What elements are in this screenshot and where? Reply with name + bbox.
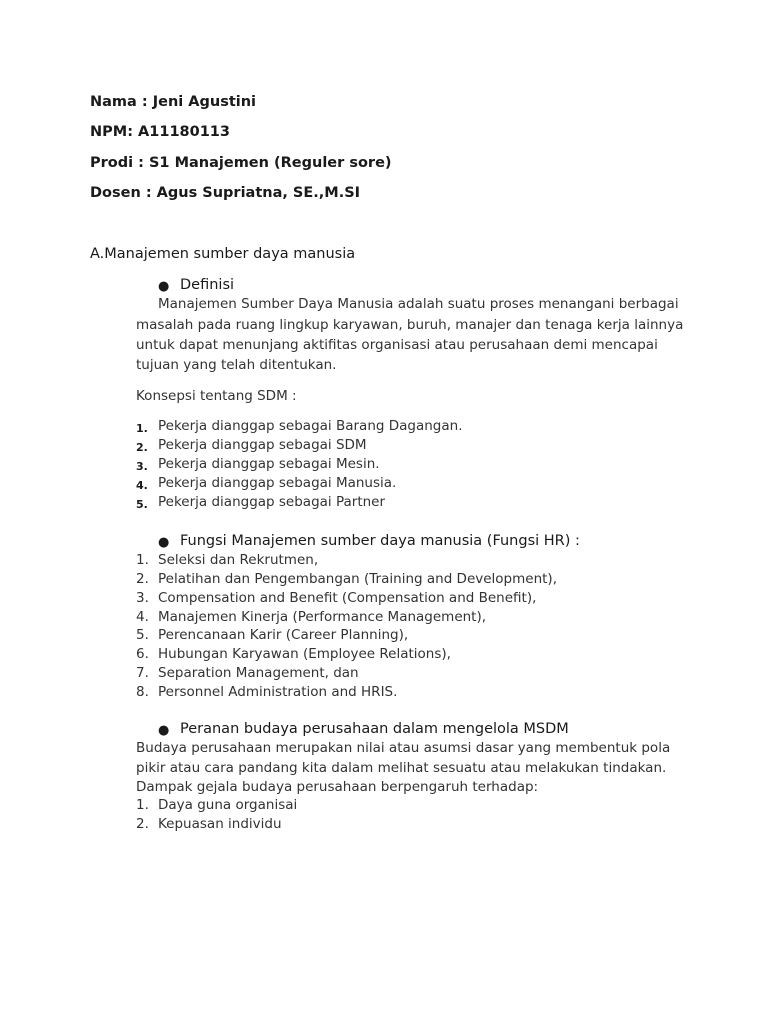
list-text: Pekerja dianggap sebagai Manusia. [158, 475, 397, 491]
list-number: 2. [136, 816, 149, 832]
list-text: Manajemen Kinerja (Performance Management), [158, 609, 487, 625]
bullet-icon: ● [158, 723, 170, 738]
list-number: 4. [136, 609, 149, 625]
list-text: Personnel Administration and HRIS. [158, 684, 398, 700]
list-text: Daya guna organisai [158, 797, 298, 813]
list-text: Perencanaan Karir (Career Planning), [158, 627, 409, 643]
list-number: 5. [136, 498, 148, 511]
section-title: A.Manajemen sumber daya manusia [90, 246, 356, 262]
list-number: 7. [136, 665, 149, 681]
list-number: 2. [136, 571, 149, 587]
study-program: Prodi : S1 Manajemen (Reguler sore) [90, 155, 392, 171]
list-text: Pekerja dianggap sebagai Partner [158, 494, 386, 510]
list-text: Kepuasan individu [158, 816, 282, 832]
fungsi-heading: Fungsi Manajemen sumber daya manusia (Fungsi HR) : [180, 533, 580, 549]
bullet-icon: ● [158, 279, 170, 294]
list-number: 3. [136, 460, 148, 473]
list-text: Pelatihan dan Pengembangan (Training and Development), [158, 571, 557, 587]
peranan-line: pikir atau cara pandang kita dalam melihat sesuatu atau melakukan tindakan. [136, 760, 667, 776]
definisi-heading: Definisi [180, 277, 235, 293]
peranan-line: Budaya perusahaan merupakan nilai atau asumsi dasar yang membentuk pola [136, 740, 671, 756]
list-text: Pekerja dianggap sebagai Barang Dagangan. [158, 418, 463, 434]
list-number: 3. [136, 590, 149, 606]
definisi-line: masalah pada ruang lingkup karyawan, buruh, manajer dan tenaga kerja lainnya [136, 317, 684, 333]
list-number: 5. [136, 627, 149, 643]
definisi-line: untuk dapat menunjang aktifitas organisasi atau perusahaan demi mencapai [136, 337, 658, 353]
list-text: Separation Management, dan [158, 665, 359, 681]
list-text: Hubungan Karyawan (Employee Relations), [158, 646, 451, 662]
peranan-line: Dampak gejala budaya perusahaan berpengaruh terhadap: [136, 779, 539, 795]
list-number: 4. [136, 479, 148, 492]
list-number: 1. [136, 422, 148, 435]
student-name: Nama : Jeni Agustini [90, 94, 257, 110]
lecturer: Dosen : Agus Supriatna, SE.,M.SI [90, 185, 361, 201]
student-npm: NPM: A11180113 [90, 124, 230, 140]
list-number: 8. [136, 684, 149, 700]
definisi-line: tujuan yang telah ditentukan. [136, 357, 337, 373]
peranan-heading: Peranan budaya perusahaan dalam mengelola MSDM [180, 721, 569, 737]
konsepsi-label: Konsepsi tentang SDM : [136, 388, 297, 404]
definisi-line: Manajemen Sumber Daya Manusia adalah suatu proses menangani berbagai [158, 296, 679, 312]
list-text: Seleksi dan Rekrutmen, [158, 552, 319, 568]
list-text: Pekerja dianggap sebagai Mesin. [158, 456, 380, 472]
list-number: 2. [136, 441, 148, 454]
list-number: 1. [136, 552, 149, 568]
list-text: Compensation and Benefit (Compensation and Benefit), [158, 590, 537, 606]
bullet-icon: ● [158, 535, 170, 550]
list-number: 6. [136, 646, 149, 662]
list-text: Pekerja dianggap sebagai SDM [158, 437, 367, 453]
list-number: 1. [136, 797, 149, 813]
